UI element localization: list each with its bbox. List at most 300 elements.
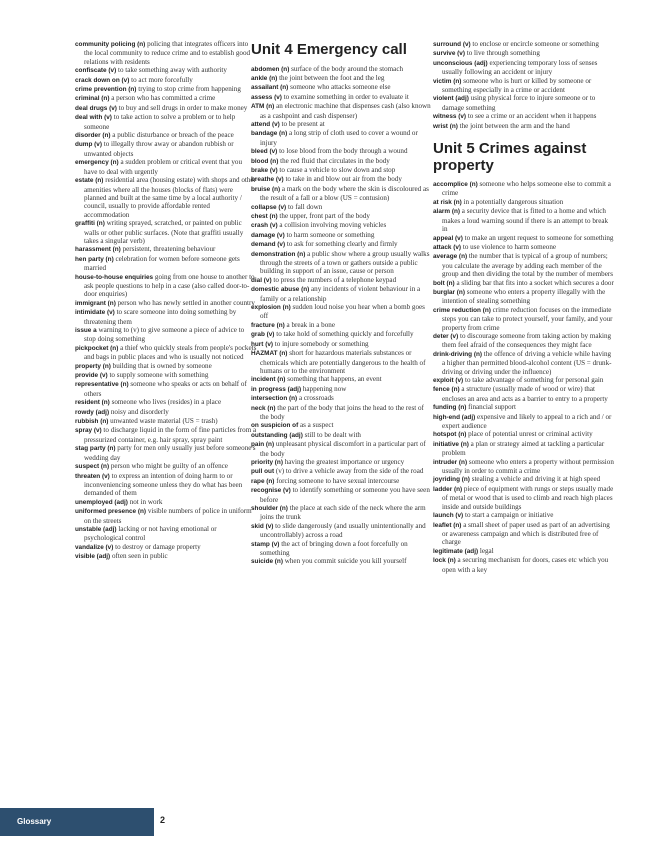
glossary-entry [433,475,615,484]
glossary-term: demonstration (n) [251,250,306,258]
glossary-entry [75,76,257,85]
glossary-definition: a plan or strategy aimed at tackling a particular problem [442,439,605,458]
glossary-term: outstanding (adj) [251,431,303,439]
glossary-term: hen party (n) [75,255,114,263]
glossary-entry [75,66,257,75]
glossary-entry [251,185,433,203]
glossary-definition: to destroy or damage property [115,542,201,551]
glossary-entry [251,404,433,422]
glossary-entry [251,129,433,147]
glossary-term: recognise (v) [251,487,291,495]
glossary-entry [433,59,615,77]
glossary-entry [433,403,615,412]
glossary-column-3 [433,40,615,574]
glossary-term: ankle (n) [251,74,278,82]
glossary-entry [251,74,433,83]
glossary-definition: building that is owned by someone [112,361,212,370]
glossary-definition: person who might be guilty of an offence [110,462,228,471]
glossary-entry [75,525,257,543]
glossary-entry [75,326,257,344]
glossary-term: crash (v) [251,222,278,230]
glossary-entry [433,332,615,350]
glossary-definition: expensive and likely to appeal to a rich and / or expert audience [442,412,612,431]
glossary-entry [251,93,433,102]
glossary-term: witness (v) [433,113,467,121]
glossary-entry [433,556,615,574]
glossary-definition: legal [479,546,494,555]
glossary-definition: the joint between the foot and the leg [279,73,385,82]
glossary-entry [75,104,257,113]
glossary-entry [251,375,433,384]
glossary-entry [433,430,615,439]
glossary-term: shoulder (n) [251,505,288,512]
glossary-entry [75,507,257,525]
glossary-term: provide (v) [75,372,108,380]
glossary-definition: a structure (usually made of wood or wire) that encloses an area and acts as a barrier to entry to a property [442,385,608,403]
glossary-term: deter (v) [433,332,459,340]
glossary-definition: a sudden problem or critical event that you have to deal with urgently [84,158,243,176]
glossary-term: deal drugs (v) [75,104,117,112]
glossary-entry [251,221,433,230]
glossary-definition: place of potential unrest or criminal activity [468,430,593,439]
glossary-entry [433,243,615,252]
glossary-definition: to press the numbers of a telephone keypad [273,275,397,284]
glossary-definition: to discourage someone from taking action by making them feel afraid of the consequences they might face [442,331,612,350]
glossary-definition: (v) to drive a vehicle away from the side of the road [275,467,424,476]
glossary-term: disorder (n) [75,132,111,140]
glossary-definition: to illegally throw away or abandon rubbish or unwanted objects [84,140,234,158]
glossary-term: chest (n) [251,213,278,220]
glossary-entry [251,276,433,285]
glossary-term: fence (n) [433,386,460,394]
glossary-entry [433,77,615,95]
glossary-entry [75,344,257,362]
glossary-entry [433,385,615,403]
glossary-term: assess (v) [251,93,282,101]
glossary-term: rowdy (adj) [75,408,110,416]
glossary-definition: to cause a vehicle to slow down and stop [279,165,396,174]
glossary-definition: a long strip of cloth used to cover a wound or injury [260,129,418,147]
glossary-term: drink-driving (n) [433,350,482,358]
glossary-term: dial (v) [251,276,272,284]
glossary-definition: going from one house to another to ask people questions to help in a case (also called door-to-door enquiries) [84,272,255,299]
glossary-entry [251,477,433,486]
glossary-definition: trying to stop crime from happening [138,85,241,94]
glossary-definition: to live through something [466,49,540,58]
glossary-definition: forcing someone to have sexual intercourse [276,476,400,485]
glossary-definition: someone who speaks or acts on behalf of others [84,380,247,398]
glossary-term: brake (v) [251,166,278,174]
glossary-entry [75,94,257,103]
glossary-entry [433,180,615,198]
glossary-entry [251,340,433,349]
glossary-definition: financial support [468,403,517,412]
glossary-definition: unwanted waste material (US = trash) [110,417,218,426]
glossary-term: unconscious (adj) [433,59,488,67]
glossary-entry [251,303,433,321]
glossary-entry [433,521,615,547]
glossary-entry [75,543,257,552]
glossary-definition: to enclose or encircle someone or something [472,40,599,48]
glossary-term: in progress (adj) [251,385,302,393]
glossary-definition: someone who helps someone else to commit a crime [442,180,611,198]
glossary-definition: a thief who quickly steals from people's pockets and bags in public places and who is usually not noticed [84,343,257,362]
glossary-entry [251,240,433,249]
glossary-term: crime reduction (n) [433,306,491,314]
glossary-entry [75,273,257,299]
glossary-term: immigrant (n) [75,299,116,307]
glossary-definition: in a potentially dangerous situation [463,197,564,206]
glossary-definition: the place at each side of the neck where the arm joins the trunk [260,504,426,522]
glossary-column-1 [75,40,257,562]
glossary-entry [75,462,257,471]
glossary-entry [251,157,433,166]
glossary-definition: someone who is hurt or killed by someone or something especially in a crime or accident [442,76,592,95]
glossary-definition: happening now [302,384,347,393]
glossary-definition: a crossroads [298,394,334,403]
glossary-term: explosion (n) [251,304,291,312]
glossary-term: resident (n) [75,399,110,407]
glossary-entry [75,472,257,498]
glossary-definition: often seen in public [111,552,168,561]
glossary-entry [251,467,433,476]
glossary-term: emergency (n) [75,159,119,167]
glossary-term: domestic abuse (n) [251,286,310,294]
glossary-definition: noisy and disorderly [110,407,169,416]
glossary-definition: someone who enters a property without permission usually in order to commit a crime [442,457,614,476]
glossary-term: stag party (n) [75,445,116,453]
glossary-entry [433,252,615,278]
glossary-term: vandalize (v) [75,543,114,551]
glossary-entry [433,288,615,306]
glossary-definition: celebration for women before someone gets married [84,254,240,273]
glossary-term: spray (v) [75,427,102,435]
glossary-entry [251,540,433,558]
glossary-definition: to discharge liquid in the form of fine particles from a pressurized container, e.g. hair spray, spray paint [84,426,257,444]
glossary-definition: lacking or not having emotional or psychological control [84,524,217,543]
glossary-entry [251,231,433,240]
glossary-definition: to take advantage of something for personal gain [464,376,604,384]
glossary-entry [251,458,433,467]
glossary-term: skid (v) [251,522,274,530]
glossary-entry [75,498,257,507]
glossary-term: graffiti (n) [75,220,105,228]
glossary-term: demand (v) [251,241,286,249]
glossary-definition: the red fluid that circulates in the body [280,156,390,165]
glossary-term: burglar (n) [433,288,465,296]
glossary-term: crack down on (v) [75,76,130,84]
glossary-term: criminal (n) [75,95,110,103]
glossary-term: deal with (v) [75,114,112,122]
footer-label: Glossary [17,817,52,826]
glossary-definition: surface of the body around the stomach [291,64,404,73]
glossary-term: confiscate (v) [75,67,117,75]
glossary-term: blood (n) [251,157,279,165]
glossary-definition: as a suspect [300,421,334,430]
glossary-definition: the part of the body that joins the head to the rest of the body [260,403,424,421]
glossary-entry [75,371,257,380]
glossary-entry [433,413,615,431]
glossary-definition: writing sprayed, scratched, or painted on public walls or other public surfaces. (Note that graffiti usually takes a singular verb) [84,219,244,245]
glossary-term: priority (n) [251,458,283,466]
glossary-definition: to fall down [287,202,323,211]
glossary-term: collapse (v) [251,203,287,211]
glossary-entry [75,40,257,66]
glossary-column-2 [251,40,433,567]
glossary-entry [251,504,433,522]
glossary-entry [433,94,615,112]
glossary-entry [251,321,433,330]
glossary-term: neck (n) [251,404,276,412]
glossary-term: incident (n) [251,376,286,384]
glossary-entry [433,40,615,49]
glossary-entry [251,385,433,394]
glossary-definition: an electronic machine that dispenses cash (also known as a cashpoint and cash dispenser) [260,102,431,120]
glossary-term: uniformed presence (n) [75,508,147,516]
glossary-term: issue a [75,327,97,334]
glossary-term: wrist (n) [433,122,458,130]
glossary-term: appeal (v) [433,234,463,242]
glossary-entry [251,212,433,221]
glossary-entry [433,376,615,385]
glossary-definition: to harm someone or something [286,230,375,239]
glossary-entry [251,394,433,403]
glossary-definition: to act more forcefully [131,75,193,84]
glossary-definition: piece of equipment with rungs or steps usually made of metal or wood that is used to climb and reach high places inside and outside buildings [442,484,614,511]
glossary-entry [251,486,433,504]
glossary-definition: to use violence to harm someone [462,242,557,251]
glossary-entry [251,440,433,458]
glossary-entry [75,219,257,245]
glossary-definition: unpleasant physical discomfort in a particular part of the body [260,440,426,458]
glossary-definition: person who has newly settled in another country [117,298,255,307]
glossary-definition: to express an intention of doing harm to or inconveniencing someone unless they do what has been demanded of them [84,471,243,498]
footer-bar [0,808,154,836]
glossary-definition: to lose blood from the body through a wound [279,147,408,156]
glossary-definition: to take something away with authority [117,66,227,75]
glossary-entry [75,85,257,94]
glossary-entry [75,444,257,462]
glossary-definition: to take in and blow out air from the body [285,175,402,184]
glossary-definition: to ask for something clearly and firmly [286,240,398,249]
glossary-term: pull out [251,468,275,476]
unit-heading: Unit 4 Emergency call [251,41,407,58]
glossary-term: damage (v) [251,231,285,239]
glossary-definition: party for men only usually just before someone's wedding day [84,444,256,462]
glossary-definition: policing that integrates officers into the local community to reduce crime and to establish good relations with residents [84,40,251,66]
glossary-entry [251,203,433,212]
glossary-definition: to start a campaign or initiative [464,511,554,520]
glossary-term: legitimate (adj) [433,547,479,555]
glossary-entry [433,547,615,556]
glossary-definition: a small sheet of paper used as part of an advertising or awareness campaign and which is distributed free of charge [442,520,610,547]
glossary-definition: still to be dealt with [304,430,361,439]
glossary-term: ATM (n) [251,103,275,111]
glossary-entry [433,306,615,332]
glossary-entry [433,112,615,121]
glossary-definition: crime reduction focuses on the immediate steps you can take to protect yourself, your family, and your property from crime [442,305,613,332]
glossary-definition: to injure somebody or something [274,339,369,348]
glossary-term: hurt (v) [251,340,274,348]
glossary-term: bruise (n) [251,185,281,193]
glossary-term: grab (v) [251,331,275,339]
glossary-definition: residential area (housing estate) with shops and other amenities where all the houses (blocks of flats) were planned and built at the same time by a local authority / council, usually to provide affordable rented accommodation [84,176,256,219]
glossary-definition: short for hazardous materials substances or chemicals which are potentially dangerous to the health of humans or to the environment [260,349,426,375]
glossary-definition: to scare someone into doing something by threatening them [84,308,237,326]
section-spacer [433,131,615,139]
glossary-term: victim (n) [433,77,462,85]
glossary-entry [75,131,257,140]
glossary-term: alarm (n) [433,208,460,216]
glossary-definition: a mark on the body where the skin is discoloured as the result of a fall or a blow (US = contusion) [260,184,429,203]
glossary-term: joyriding (n) [433,476,470,484]
glossary-entry [251,349,433,375]
glossary-entry [251,166,433,175]
glossary-term: suspect (n) [75,463,110,471]
glossary-definition: to supply someone with something [109,371,209,380]
glossary-entry [433,485,615,511]
glossary-entry [251,557,433,566]
glossary-definition: someone who enters a property illegally with the intention of stealing something [442,287,606,306]
glossary-term: harassment (n) [75,246,121,254]
glossary-term: attack (v) [433,243,462,251]
glossary-definition: a break in a bone [286,320,335,329]
glossary-definition: something that happens, an event [287,375,382,384]
glossary-definition: a security device that is fitted to a home and which makes a loud warning sound if there is an attempt to break in [442,207,609,234]
glossary-definition: someone who attacks someone else [290,83,391,92]
glossary-entry [433,207,615,233]
glossary-entry [75,408,257,417]
glossary-definition: stealing a vehicle and driving it at high speed [471,475,601,484]
glossary-term: dump (v) [75,141,102,149]
glossary-definition: to make an urgent request to someone for something [464,233,614,242]
glossary-term: bleed (v) [251,148,278,156]
glossary-term: bandage (n) [251,130,288,138]
glossary-term: average (n) [433,253,468,261]
glossary-entry [75,417,257,426]
glossary-term: attend (v) [251,120,280,128]
glossary-definition: sudden loud noise you hear when a bomb goes off [260,303,425,321]
glossary-term: HAZMAT (n) [251,350,288,358]
glossary-definition: to examine something in order to evaluate it [283,92,409,101]
glossary-definition: to take hold of something quickly and forcefully [276,330,414,339]
glossary-term: assailant (n) [251,84,289,92]
glossary-term: hotspot (n) [433,431,467,439]
glossary-term: threaten (v) [75,472,110,480]
glossary-entry [251,120,433,129]
glossary-entry [433,198,615,207]
glossary-entry [433,458,615,476]
glossary-entry [75,140,257,158]
glossary-term: accomplice (n) [433,181,478,189]
glossary-definition: not in work [129,497,163,506]
glossary-term: suicide (n) [251,558,283,566]
glossary-entry [75,255,257,273]
glossary-entry [75,552,257,561]
glossary-entry [251,522,433,540]
glossary-term: intruder (n) [433,458,468,466]
glossary-term: property (n) [75,362,111,370]
glossary-definition: warning to (v) to give someone a piece of advice to stop doing something [84,326,245,344]
glossary-term: launch (v) [433,512,464,520]
glossary-definition: the act of bringing down a foot forcefully on something [260,539,408,558]
glossary-entry [251,102,433,120]
glossary-definition: someone who lives (resides) in a place [111,398,222,407]
glossary-definition: to take action to solve a problem or to help someone [84,113,236,131]
glossary-term: representative (n) [75,381,129,389]
glossary-definition: to slide dangerously (and usually unintentionally and uncontrollably) across a road [260,521,426,540]
glossary-entry [433,122,615,131]
glossary-term: high-end (adj) [433,413,476,421]
glossary-term: crime prevention (n) [75,86,137,94]
glossary-definition: using physical force to injure someone or to damage something [442,94,596,112]
glossary-definition: to be present at [281,119,325,128]
glossary-term: abdomen (n) [251,65,290,73]
glossary-term: house-to-house enquiries [75,273,154,281]
glossary-entry [75,426,257,444]
glossary-definition: a person who has committed a crime [111,94,216,103]
glossary-entry [251,65,433,74]
glossary-term: survive (v) [433,50,465,58]
glossary-entry [75,380,257,398]
glossary-term: pickpocket (n) [75,344,119,352]
glossary-definition: the number that is typical of a group of numbers; you calculate the average by adding each member of the group and then dividing the total by the number of members [442,252,614,279]
glossary-entry [251,175,433,184]
glossary-definition: having the greatest importance or urgency [284,457,405,466]
glossary-term: exploit (v) [433,377,464,384]
glossary-definition: any incidents of violent behaviour in a family or a relationship [260,285,421,303]
glossary-entry [251,147,433,156]
glossary-term: unstable (adj) [75,525,117,533]
glossary-term: intersection (n) [251,395,298,403]
glossary-term: fracture (n) [251,321,285,329]
glossary-entry [75,308,257,326]
glossary-term: pain (n) [251,441,275,449]
glossary-term: visible (adj) [75,553,111,561]
glossary-definition: a public show where a group usually walks through the streets of a town or gathers outside a public building in support of an issue, cause or person [260,249,430,276]
glossary-definition: a collision involving moving vehicles [279,221,387,230]
glossary-entry [433,511,615,520]
glossary-entry [251,83,433,92]
glossary-term: lock (n) [433,557,456,565]
glossary-term: rubbish (n) [75,418,109,426]
glossary-entry [433,49,615,58]
glossary-entry [433,279,615,288]
glossary-term: funding (n) [433,404,467,412]
glossary-definition: a sliding bar that fits into a socket which secures a door [456,278,614,287]
glossary-entry [433,234,615,243]
glossary-term: community policing (n) [75,41,146,48]
glossary-entry [433,350,615,376]
glossary-term: stamp (v) [251,540,280,548]
glossary-entry [251,330,433,339]
glossary-entry [251,250,433,276]
glossary-definition: to see a crime or an accident when it happens [467,112,597,121]
glossary-entry [75,158,257,176]
glossary-entry [75,245,257,254]
glossary-term: estate (n) [75,177,104,185]
glossary-entry [75,113,257,131]
glossary-term: rape (n) [251,477,275,485]
glossary-entry [75,362,257,371]
glossary-term: intimidate (v) [75,309,115,317]
glossary-entry [433,440,615,458]
glossary-entry [251,421,433,430]
glossary-definition: a securing mechanism for doors, cases etc which you open with a key [442,556,609,574]
glossary-term: leaflet (n) [433,521,462,529]
glossary-definition: to identify something or someone you have seen before [260,486,430,504]
glossary-definition: the offence of driving a vehicle while having a higher than permitted blood-alcohol content (US = drunk-driving or driving under the influence) [442,349,612,376]
